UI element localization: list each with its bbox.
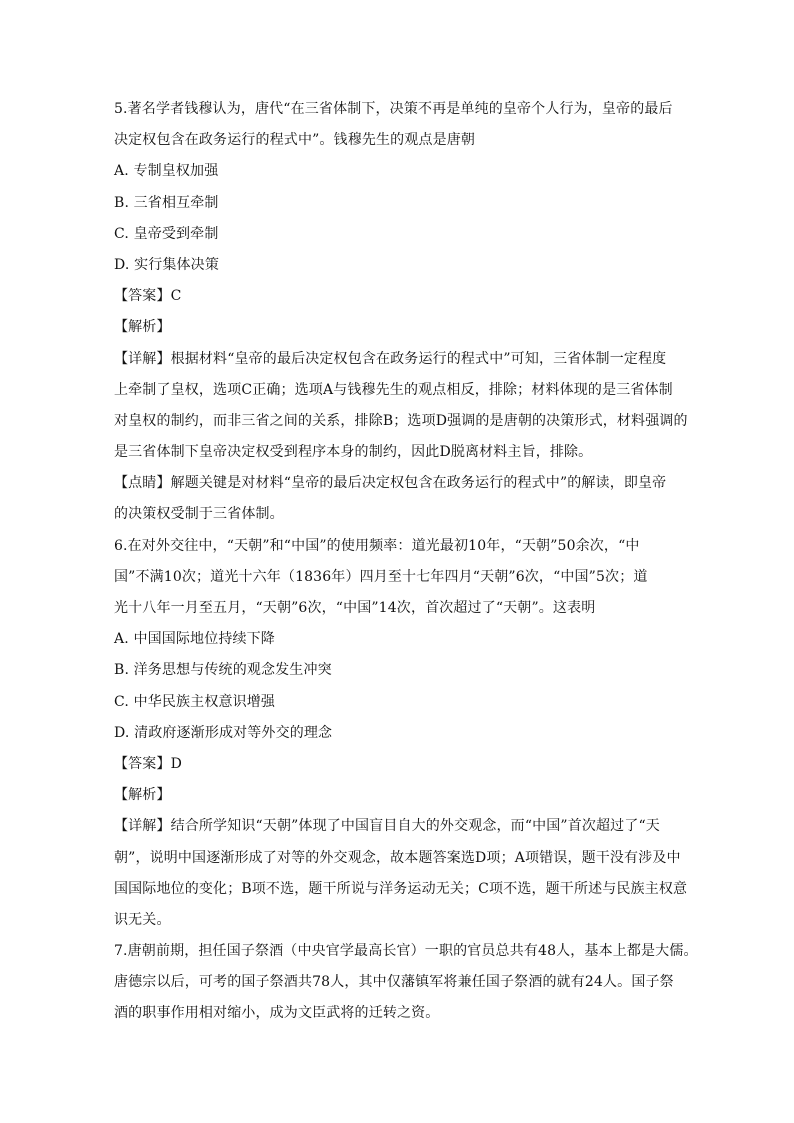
question-5-stem-line-1: 5.著名学者钱穆认为，唐代“在三省体制下，决策不再是单纯的皇帝个人行为，皇帝的最后 <box>114 101 673 117</box>
question-6-stem-line-3: 光十八年一月至五月，“天朝”6次，“中国”14次，首次超过了“天朝”。这表明 <box>114 600 596 616</box>
question-5-option-c: C. 皇帝受到牵制 <box>114 225 219 242</box>
question-5 <box>114 94 694 531</box>
question-7 <box>114 936 698 1030</box>
question-5-point-line-1: 【点睛】解题关键是对材料“皇帝的最后决定权包含在政务运行的程式中”的解读，即皇帝 <box>114 475 667 492</box>
question-7-stem-line-1: 7.唐朝前期，担任国子祭酒（中央官学最高长官）一职的官员总共有48人，基本上都是大儒。 <box>114 943 698 960</box>
question-5-detail-line-1: 【详解】根据材料“皇帝的最后决定权包含在政务运行的程式中”可知，三省体制一定程度 <box>114 350 667 367</box>
question-5-point-line-2: 的决策权受制于三省体制。 <box>114 506 284 523</box>
question-6-detail-line-1: 【详解】结合所学知识“天朝”体现了中国盲目自大的外交观念，而“中国”首次超过了“天 <box>114 818 660 835</box>
question-6-detail-line-4: 识无关。 <box>114 911 171 928</box>
question-5-detail-line-3: 对皇权的制约，而非三省之间的关系，排除B；选项D强调的是唐朝的决策形式，材料强调的 <box>114 412 688 429</box>
question-5-option-b: B. 三省相互牵制 <box>114 194 219 211</box>
question-5-answer: 【答案】C <box>114 288 182 305</box>
question-6-detail-line-2: 朝”，说明中国逐渐形成了对等的外交观念，故本题答案选D项；A项错误，题干没有涉及中 <box>114 849 681 866</box>
question-6 <box>114 531 694 936</box>
question-6-answer: 【答案】D <box>114 755 182 772</box>
question-7-stem-line-2: 唐德宗以后，可考的国子祭酒共78人，其中仅藩镇军将兼任国子祭酒的就有24人。国子祭 <box>114 974 674 991</box>
question-6-stem-line-1: 6.在对外交往中，“天朝”和“中国”的使用频率：道光最初10年，“天朝”50余次，“中 <box>114 537 640 554</box>
question-6-option-d: D. 清政府逐渐形成对等外交的理念 <box>114 724 333 741</box>
question-5-option-d: D. 实行集体决策 <box>114 256 219 273</box>
question-6-option-a: A. 中国国际地位持续下降 <box>114 631 275 648</box>
question-5-detail-line-4: 是三省体制下皇帝决定权受到程序本身的制约，因此D脱离材料主旨，排除。 <box>114 444 593 461</box>
question-6-option-b: B. 洋务思想与传统的观念发生冲突 <box>114 662 332 679</box>
question-6-stem-line-2: 国”不满10次；道光十六年（1836年）四月至十七年四月“天朝”6次，“中国”5次；道 <box>114 568 648 585</box>
question-5-detail-line-2: 上牵制了皇权，选项C正确；选项A与钱穆先生的观点相反，排除；材料体现的是三省体制 <box>114 381 673 398</box>
question-6-detail-line-3: 国国际地位的变化；B项不选，题干所说与洋务运动无关；C项不选，题干所述与民族主权意 <box>114 880 688 897</box>
question-6-analysis-label: 【解析】 <box>114 787 171 804</box>
question-7-stem-line-3: 酒的职事作用相对缩小，成为文臣武将的迁转之资。 <box>114 1005 440 1022</box>
question-5-option-a: A. 专制皇权加强 <box>114 163 219 180</box>
question-6-option-c: C. 中华民族主权意识增强 <box>114 693 276 710</box>
document-page <box>114 94 698 1030</box>
question-5-stem-line-2: 决定权包含在政务运行的程式中”。钱穆先生的观点是唐朝 <box>114 132 476 149</box>
question-5-analysis-label: 【解析】 <box>114 319 171 336</box>
